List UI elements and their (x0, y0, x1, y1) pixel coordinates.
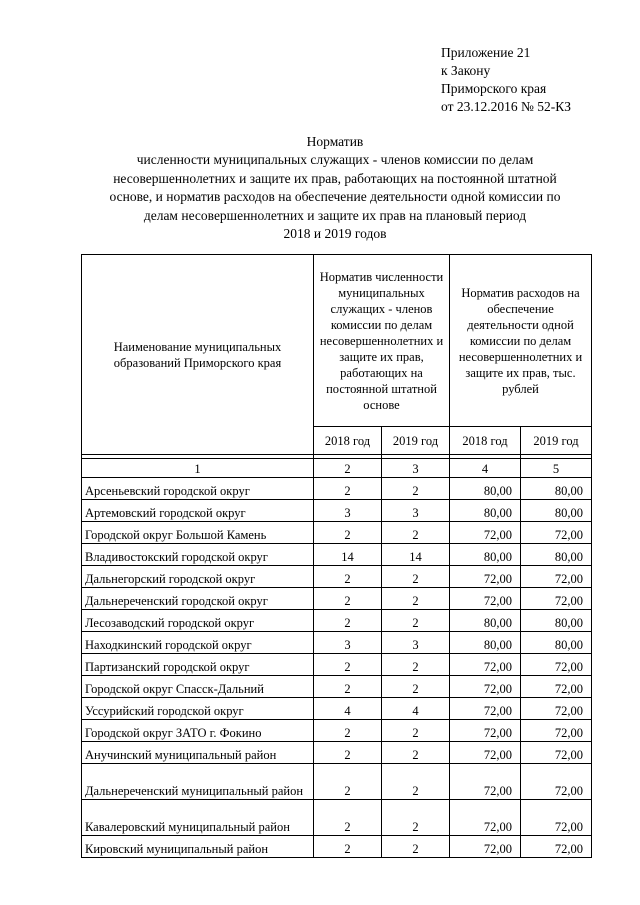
row-cost-2018: 72,00 (450, 800, 521, 836)
row-cost-2018: 72,00 (450, 698, 521, 720)
row-name: Кировский муниципальный район (82, 836, 314, 858)
row-cost-2019: 72,00 (521, 588, 592, 610)
table-row (82, 676, 592, 698)
row-cost-2018: 72,00 (450, 836, 521, 858)
header-cost-2019: 2019 год (521, 427, 592, 455)
row-cost-2019: 80,00 (521, 610, 592, 632)
header-cost-2018: 2018 год (450, 427, 521, 455)
row-name: Партизанский городской округ (82, 654, 314, 676)
row-cost-2018: 72,00 (450, 742, 521, 764)
row-staff-2018: 2 (314, 654, 382, 676)
table-row (82, 566, 592, 588)
document-title (90, 133, 580, 243)
appendix-line: Приморского края (441, 81, 547, 96)
row-cost-2019: 80,00 (521, 632, 592, 654)
row-staff-2019: 2 (382, 720, 450, 742)
row-staff-2019: 2 (382, 764, 450, 800)
appendix-line: к Закону (441, 63, 491, 78)
row-cost-2019: 72,00 (521, 800, 592, 836)
title-line: 2018 и 2019 годов (283, 226, 387, 242)
row-cost-2018: 72,00 (450, 522, 521, 544)
row-cost-2019: 72,00 (521, 720, 592, 742)
row-staff-2018: 2 (314, 764, 382, 800)
row-staff-2019: 2 (382, 800, 450, 836)
title-line: делам несовершеннолетних и защите их прав на плановый период (143, 207, 527, 223)
table-row (82, 800, 592, 836)
row-cost-2019: 72,00 (521, 764, 592, 800)
row-staff-2019: 2 (382, 522, 450, 544)
row-staff-2018: 2 (314, 676, 382, 698)
table-row (82, 698, 592, 720)
row-name: Артемовский городской округ (82, 500, 314, 522)
row-staff-2019: 3 (382, 632, 450, 654)
row-staff-2018: 2 (314, 836, 382, 858)
column-number: 5 (521, 459, 592, 478)
appendix-line: от 23.12.2016 № 52-КЗ (441, 99, 571, 114)
column-number: 1 (82, 459, 314, 478)
row-cost-2018: 80,00 (450, 632, 521, 654)
norms-table (81, 254, 592, 858)
table-row (82, 544, 592, 566)
row-staff-2019: 3 (382, 500, 450, 522)
row-cost-2018: 72,00 (450, 654, 521, 676)
row-cost-2018: 72,00 (450, 676, 521, 698)
row-name: Лесозаводский городской округ (82, 610, 314, 632)
row-cost-2019: 72,00 (521, 676, 592, 698)
row-staff-2019: 2 (382, 654, 450, 676)
row-staff-2018: 2 (314, 720, 382, 742)
row-cost-2019: 80,00 (521, 478, 592, 500)
row-name: Находкинский городской округ (82, 632, 314, 654)
table-row (82, 654, 592, 676)
table-row (82, 836, 592, 858)
row-cost-2019: 72,00 (521, 566, 592, 588)
row-staff-2018: 3 (314, 500, 382, 522)
title-line: основе, и норматив расходов на обеспечение деятельности одной комиссии по (109, 189, 561, 205)
column-number: 3 (382, 459, 450, 478)
row-staff-2018: 4 (314, 698, 382, 720)
table-row (82, 588, 592, 610)
row-name: Дальнегорский городской округ (82, 566, 314, 588)
column-number: 4 (450, 459, 521, 478)
header-staff-2019: 2019 год (382, 427, 450, 455)
row-cost-2019: 72,00 (521, 698, 592, 720)
row-staff-2019: 2 (382, 676, 450, 698)
row-staff-2018: 2 (314, 566, 382, 588)
row-staff-2019: 2 (382, 588, 450, 610)
row-cost-2018: 72,00 (450, 566, 521, 588)
row-staff-2019: 14 (382, 544, 450, 566)
row-name: Анучинский муниципальный район (82, 742, 314, 764)
row-staff-2018: 2 (314, 800, 382, 836)
table-row (82, 720, 592, 742)
row-name: Городской округ Спасск-Дальний (82, 676, 314, 698)
row-staff-2019: 4 (382, 698, 450, 720)
row-cost-2018: 72,00 (450, 764, 521, 800)
row-staff-2018: 2 (314, 610, 382, 632)
row-cost-2019: 72,00 (521, 654, 592, 676)
row-cost-2019: 72,00 (521, 522, 592, 544)
row-name: Дальнереченский городской округ (82, 588, 314, 610)
header-staff-column: Норматив численности муниципальных служащих - членов комиссии по делам несовершеннолетних и защите их прав, работающих на постоянной штатной основе (314, 255, 450, 427)
table-row (82, 522, 592, 544)
table-row (82, 742, 592, 764)
table-row (82, 610, 592, 632)
row-staff-2019: 2 (382, 610, 450, 632)
row-cost-2018: 80,00 (450, 544, 521, 566)
row-cost-2019: 80,00 (521, 544, 592, 566)
row-staff-2018: 2 (314, 478, 382, 500)
header-cost-column: Норматив расходов на обеспечение деятельности одной комиссии по делам несовершеннолетних и защите их прав, тыс. рублей (450, 255, 592, 427)
table-row (82, 632, 592, 654)
row-staff-2018: 2 (314, 588, 382, 610)
row-cost-2018: 80,00 (450, 500, 521, 522)
row-cost-2019: 72,00 (521, 836, 592, 858)
row-cost-2019: 80,00 (521, 500, 592, 522)
appendix-block (441, 44, 571, 116)
row-staff-2018: 2 (314, 522, 382, 544)
row-staff-2018: 2 (314, 742, 382, 764)
table-row (82, 478, 592, 500)
row-name: Владивостокский городской округ (82, 544, 314, 566)
column-number: 2 (314, 459, 382, 478)
row-name: Дальнереченский муниципальный район (82, 764, 314, 800)
row-cost-2018: 80,00 (450, 478, 521, 500)
row-name: Кавалеровский муниципальный район (82, 800, 314, 836)
row-cost-2019: 72,00 (521, 742, 592, 764)
row-name: Городской округ Большой Камень (82, 522, 314, 544)
row-staff-2019: 2 (382, 478, 450, 500)
header-staff-2018: 2018 год (314, 427, 382, 455)
title-line: Норматив (306, 134, 364, 149)
title-line: несовершеннолетних и защите их прав, работающих на постоянной штатной (113, 170, 557, 186)
row-cost-2018: 80,00 (450, 610, 521, 632)
row-staff-2018: 14 (314, 544, 382, 566)
appendix-line: Приложение 21 (441, 45, 531, 60)
table-row (82, 500, 592, 522)
row-cost-2018: 72,00 (450, 720, 521, 742)
row-name: Городской округ ЗАТО г. Фокино (82, 720, 314, 742)
row-staff-2018: 3 (314, 632, 382, 654)
row-name: Уссурийский городской округ (82, 698, 314, 720)
row-name: Арсеньевский городской округ (82, 478, 314, 500)
row-staff-2019: 2 (382, 742, 450, 764)
title-line: численности муниципальных служащих - членов комиссии по делам (136, 152, 534, 168)
row-staff-2019: 2 (382, 566, 450, 588)
header-name-column: Наименование муниципальных образований Приморского края (82, 255, 314, 455)
row-staff-2019: 2 (382, 836, 450, 858)
row-cost-2018: 72,00 (450, 588, 521, 610)
table-row (82, 764, 592, 800)
